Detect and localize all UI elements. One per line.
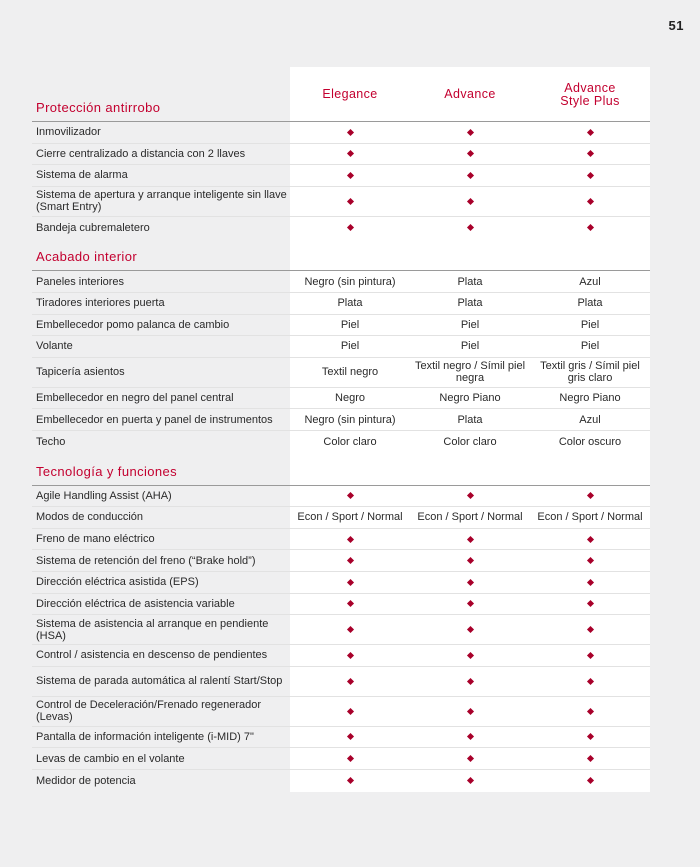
section-header xyxy=(32,238,650,271)
table-row xyxy=(32,572,650,594)
cell-value: Plata xyxy=(457,297,483,310)
row-label: Paneles interiores xyxy=(36,275,125,288)
included-icon xyxy=(346,224,353,231)
table-row xyxy=(32,187,650,217)
cell-elegance xyxy=(290,493,410,498)
cell-value: Piel xyxy=(580,340,600,353)
included-icon xyxy=(586,652,593,659)
cell-elegance xyxy=(290,653,410,658)
cell-advance-style-plus xyxy=(530,414,650,426)
cell-value: Textil negro xyxy=(321,366,379,379)
cell-advance-style-plus xyxy=(530,436,650,448)
section-title: Protección antirrobo xyxy=(36,100,161,115)
cell-value: Negro (sin pintura) xyxy=(304,275,396,288)
table-row xyxy=(32,271,650,293)
cell-elegance xyxy=(290,436,410,448)
table-row xyxy=(32,550,650,572)
cell-value: Econ / Sport / Normal xyxy=(417,511,523,524)
included-icon xyxy=(586,172,593,179)
row-label: Embellecedor pomo palanca de cambio xyxy=(36,318,230,331)
cell-advance-style-plus xyxy=(530,709,650,714)
cell-advance xyxy=(410,580,530,585)
cell-elegance xyxy=(290,366,410,378)
cell-elegance xyxy=(290,580,410,585)
included-icon xyxy=(466,150,473,157)
row-label: Control de Deceleración/Frenado regenerador (Levas) xyxy=(36,699,262,724)
row-label: Control / asistencia en descenso de pendientes xyxy=(36,649,268,662)
included-icon xyxy=(346,678,353,685)
table-row xyxy=(32,165,650,187)
cell-advance xyxy=(410,558,530,563)
table-row xyxy=(32,615,650,645)
table-row xyxy=(32,486,650,508)
cell-value: Piel xyxy=(460,340,480,353)
table-row xyxy=(32,388,650,410)
cell-advance xyxy=(410,319,530,331)
cell-value: Econ / Sport / Normal xyxy=(537,511,643,524)
row-label: Dirección eléctrica de asistencia variable xyxy=(36,597,235,610)
included-icon xyxy=(466,198,473,205)
row-label: Levas de cambio en el volante xyxy=(36,752,185,765)
cell-value: Azul xyxy=(579,413,601,426)
cell-elegance xyxy=(290,778,410,783)
cell-advance-style-plus xyxy=(530,627,650,632)
table-row xyxy=(32,217,650,239)
row-label: Modos de conducción xyxy=(36,511,144,524)
included-icon xyxy=(346,600,353,607)
cell-value: Piel xyxy=(460,318,480,331)
row-label: Freno de mano eléctrico xyxy=(36,533,155,546)
cell-advance-style-plus xyxy=(530,679,650,684)
table-row xyxy=(32,645,650,667)
cell-elegance xyxy=(290,709,410,714)
included-icon xyxy=(466,652,473,659)
included-icon xyxy=(466,626,473,633)
cell-advance-style-plus xyxy=(530,392,650,404)
cell-value: Color claro xyxy=(443,435,497,448)
row-label: Pantalla de información inteligente (i-MID) 7" xyxy=(36,730,254,743)
cell-advance-style-plus xyxy=(530,653,650,658)
table-row xyxy=(32,336,650,358)
included-icon xyxy=(346,777,353,784)
included-icon xyxy=(586,198,593,205)
cell-advance xyxy=(410,601,530,606)
cell-advance xyxy=(410,392,530,404)
cell-elegance xyxy=(290,225,410,230)
cell-value: Piel xyxy=(580,318,600,331)
cell-advance-style-plus xyxy=(530,276,650,288)
included-icon xyxy=(346,129,353,136)
included-icon xyxy=(466,129,473,136)
cell-advance-style-plus xyxy=(530,493,650,498)
included-icon xyxy=(466,733,473,740)
cell-advance xyxy=(410,340,530,352)
included-icon xyxy=(586,224,593,231)
cell-advance xyxy=(410,627,530,632)
cell-advance-style-plus xyxy=(530,199,650,204)
row-label: Cierre centralizado a distancia con 2 llaves xyxy=(36,147,246,160)
page-number: 51 xyxy=(668,18,684,33)
cell-advance xyxy=(410,225,530,230)
cell-advance-style-plus xyxy=(530,297,650,309)
included-icon xyxy=(466,557,473,564)
cell-advance xyxy=(410,276,530,288)
cell-advance xyxy=(410,653,530,658)
table-row xyxy=(32,667,650,697)
cell-advance xyxy=(410,493,530,498)
cell-elegance xyxy=(290,601,410,606)
row-label: Tiradores interiores puerta xyxy=(36,297,165,310)
column-header-elegance: Elegance xyxy=(322,87,378,101)
table-header xyxy=(32,67,650,122)
cell-value: Piel xyxy=(340,318,360,331)
cell-elegance xyxy=(290,130,410,135)
row-label: Sistema de alarma xyxy=(36,169,128,182)
cell-elegance xyxy=(290,199,410,204)
cell-value: Textil gris / Símil piel gris claro xyxy=(540,360,640,385)
cell-elegance xyxy=(290,756,410,761)
cell-value: Negro xyxy=(335,392,365,405)
included-icon xyxy=(346,652,353,659)
row-label: Sistema de asistencia al arranque en pendiente (HSA) xyxy=(36,617,269,642)
row-label: Sistema de parada automática al ralentí Start/Stop xyxy=(36,675,283,688)
table-row xyxy=(32,431,650,453)
included-icon xyxy=(346,626,353,633)
cell-elegance xyxy=(290,340,410,352)
cell-advance-style-plus xyxy=(530,130,650,135)
included-icon xyxy=(466,600,473,607)
table-row xyxy=(32,594,650,616)
section-title: Tecnología y funciones xyxy=(36,463,178,479)
cell-advance-style-plus xyxy=(530,319,650,331)
included-icon xyxy=(346,150,353,157)
included-icon xyxy=(466,708,473,715)
cell-value: Plata xyxy=(577,297,603,310)
included-icon xyxy=(346,557,353,564)
cell-advance xyxy=(410,778,530,783)
cell-advance xyxy=(410,709,530,714)
cell-elegance xyxy=(290,734,410,739)
cell-advance-style-plus xyxy=(530,173,650,178)
included-icon xyxy=(586,626,593,633)
cell-elegance xyxy=(290,297,410,309)
included-icon xyxy=(586,129,593,136)
cell-advance xyxy=(410,756,530,761)
cell-value: Negro Piano xyxy=(559,392,621,405)
column-header-advance: Advance xyxy=(444,87,496,101)
included-icon xyxy=(346,755,353,762)
cell-advance xyxy=(410,511,530,523)
cell-advance-style-plus xyxy=(530,580,650,585)
row-label: Techo xyxy=(36,435,66,448)
table-row xyxy=(32,727,650,749)
included-icon xyxy=(466,777,473,784)
cell-advance-style-plus xyxy=(530,601,650,606)
included-icon xyxy=(346,198,353,205)
cell-advance xyxy=(410,173,530,178)
row-label: Sistema de retención del freno (“Brake hold”) xyxy=(36,554,256,567)
table-row xyxy=(32,315,650,337)
cell-value: Textil negro / Símil piel negra xyxy=(414,360,526,385)
cell-value: Plata xyxy=(457,413,483,426)
cell-advance xyxy=(410,734,530,739)
included-icon xyxy=(586,733,593,740)
cell-value: Piel xyxy=(340,340,360,353)
included-icon xyxy=(586,579,593,586)
cell-advance-style-plus xyxy=(530,756,650,761)
cell-advance xyxy=(410,199,530,204)
spec-table xyxy=(32,67,650,791)
included-icon xyxy=(466,172,473,179)
cell-value: Econ / Sport / Normal xyxy=(297,511,403,524)
table-row xyxy=(32,529,650,551)
cell-advance xyxy=(410,151,530,156)
cell-value: Plata xyxy=(457,275,483,288)
included-icon xyxy=(586,777,593,784)
included-icon xyxy=(586,678,593,685)
cell-advance xyxy=(410,360,530,384)
cell-advance-style-plus xyxy=(530,340,650,352)
included-icon xyxy=(586,150,593,157)
included-icon xyxy=(586,755,593,762)
cell-advance-style-plus xyxy=(530,360,650,384)
cell-elegance xyxy=(290,319,410,331)
row-label: Volante xyxy=(36,340,73,353)
cell-advance xyxy=(410,414,530,426)
cell-advance xyxy=(410,537,530,542)
included-icon xyxy=(586,492,593,499)
cell-elegance xyxy=(290,392,410,404)
cell-elegance xyxy=(290,537,410,542)
cell-advance xyxy=(410,679,530,684)
cell-advance xyxy=(410,130,530,135)
table-row xyxy=(32,293,650,315)
included-icon xyxy=(466,535,473,542)
table-row xyxy=(32,409,650,431)
included-icon xyxy=(346,733,353,740)
row-label: Embellecedor en puerta y panel de instrumentos xyxy=(36,413,273,426)
section-title: Acabado interior xyxy=(36,249,138,265)
row-label: Dirección eléctrica asistida (EPS) xyxy=(36,576,199,589)
column-header-advance-style-plus: Advance Style Plus xyxy=(560,80,620,108)
included-icon xyxy=(346,535,353,542)
cell-value: Negro (sin pintura) xyxy=(304,413,396,426)
row-label: Bandeja cubremaletero xyxy=(36,221,150,234)
cell-value: Plata xyxy=(337,297,363,310)
cell-advance-style-plus xyxy=(530,225,650,230)
cell-advance-style-plus xyxy=(530,558,650,563)
cell-advance-style-plus xyxy=(530,151,650,156)
included-icon xyxy=(346,708,353,715)
included-icon xyxy=(466,579,473,586)
cell-value: Color claro xyxy=(323,435,377,448)
row-label: Medidor de potencia xyxy=(36,774,136,787)
cell-elegance xyxy=(290,558,410,563)
cell-elegance xyxy=(290,173,410,178)
table-row xyxy=(32,358,650,388)
table-row xyxy=(32,144,650,166)
cell-advance-style-plus xyxy=(530,537,650,542)
table-row xyxy=(32,770,650,792)
cell-elegance xyxy=(290,151,410,156)
cell-elegance xyxy=(290,276,410,288)
cell-value: Color oscuro xyxy=(558,435,622,448)
row-label: Sistema de apertura y arranque inteligente sin llave (Smart Entry) xyxy=(36,189,287,214)
cell-advance-style-plus xyxy=(530,778,650,783)
table-row xyxy=(32,122,650,144)
cell-elegance xyxy=(290,414,410,426)
included-icon xyxy=(346,172,353,179)
included-icon xyxy=(586,600,593,607)
row-label: Agile Handling Assist (AHA) xyxy=(36,489,172,502)
included-icon xyxy=(346,492,353,499)
cell-advance xyxy=(410,297,530,309)
table-row xyxy=(32,697,650,727)
included-icon xyxy=(466,678,473,685)
cell-value: Negro Piano xyxy=(439,392,501,405)
included-icon xyxy=(586,708,593,715)
cell-advance-style-plus xyxy=(530,511,650,523)
included-icon xyxy=(466,224,473,231)
cell-elegance xyxy=(290,679,410,684)
cell-value: Azul xyxy=(579,275,601,288)
table-row xyxy=(32,507,650,529)
included-icon xyxy=(586,535,593,542)
row-label: Tapicería asientos xyxy=(36,366,125,379)
section-header xyxy=(32,453,650,486)
cell-elegance xyxy=(290,627,410,632)
included-icon xyxy=(346,579,353,586)
cell-elegance xyxy=(290,511,410,523)
cell-advance xyxy=(410,436,530,448)
included-icon xyxy=(466,755,473,762)
included-icon xyxy=(466,492,473,499)
included-icon xyxy=(586,557,593,564)
row-label: Inmovilizador xyxy=(36,126,101,139)
row-label: Embellecedor en negro del panel central xyxy=(36,392,234,405)
cell-advance-style-plus xyxy=(530,734,650,739)
table-row xyxy=(32,748,650,770)
